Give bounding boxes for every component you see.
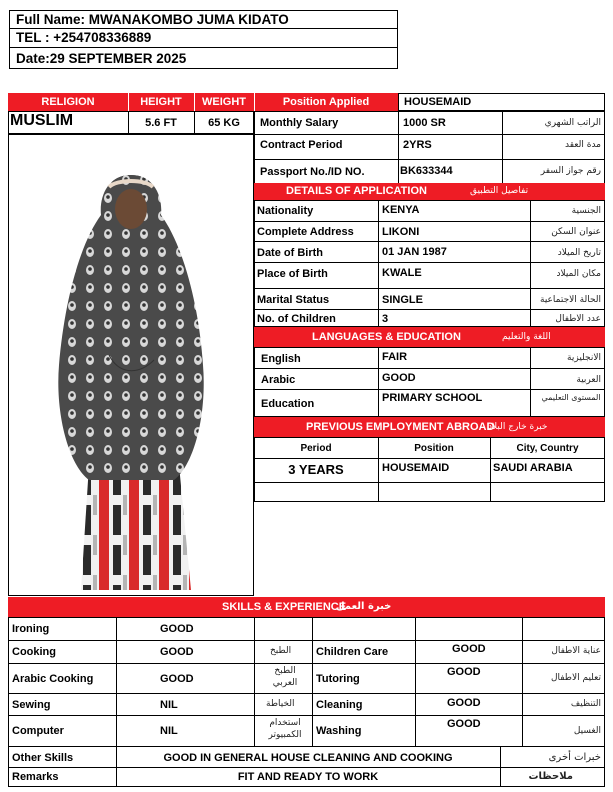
employment-city-value: SAUDI ARABIA bbox=[493, 462, 573, 474]
nationality-label: Nationality bbox=[257, 205, 314, 217]
passport-value: BK633344 bbox=[400, 165, 453, 177]
employment-header bbox=[254, 417, 605, 437]
date: Date:29 SEPTEMBER 2025 bbox=[16, 51, 187, 66]
education-arabic: المستوى التعليمي bbox=[541, 393, 601, 402]
skill-cooking-value: GOOD bbox=[160, 646, 194, 658]
english-label: English bbox=[261, 353, 301, 365]
skill-computer-label: Computer bbox=[12, 725, 64, 737]
skill-washing-value: GOOD bbox=[447, 718, 481, 730]
children-label: No. of Children bbox=[257, 313, 336, 325]
skill-sewing-arabic: الخياطة bbox=[266, 699, 295, 709]
weight-value: 65 KG bbox=[208, 117, 240, 129]
children-arabic: عدد الاطفال bbox=[555, 314, 601, 324]
skill-children-care-label: Children Care bbox=[316, 646, 389, 658]
salary-arabic: الراتب الشهري bbox=[544, 118, 601, 128]
english-arabic: الانجليزية bbox=[567, 353, 601, 363]
other-skills-value: GOOD IN GENERAL HOUSE CLEANING AND COOKING bbox=[163, 752, 453, 764]
remarks-arabic: ملاحظات bbox=[528, 771, 573, 782]
skills-header bbox=[8, 597, 605, 617]
skill-children-care-value: GOOD bbox=[452, 643, 486, 655]
religion-value: MUSLIM bbox=[10, 112, 74, 129]
languages-title-arabic: اللغة والتعليم bbox=[502, 332, 551, 342]
employment-col-position: Position bbox=[414, 443, 454, 454]
salary-label: Monthly Salary bbox=[260, 117, 339, 129]
salary-value: 1000 SR bbox=[403, 117, 446, 129]
application-table bbox=[254, 200, 605, 327]
photo-frame bbox=[8, 134, 254, 596]
skill-sewing-label: Sewing bbox=[12, 699, 51, 711]
weight-label: WEIGHT bbox=[202, 96, 246, 108]
nationality-value: KENYA bbox=[382, 204, 420, 216]
employment-title-arabic: خبرة خارج البلاد bbox=[488, 422, 548, 432]
languages-title: LANGUAGES & EDUCATION bbox=[312, 331, 461, 343]
marital-value: SINGLE bbox=[382, 294, 423, 306]
header-box bbox=[9, 10, 398, 69]
skill-computer-value: NIL bbox=[160, 725, 178, 737]
address-value: LIKONI bbox=[382, 226, 420, 238]
dob-value: 01 JAN 1987 bbox=[382, 246, 447, 258]
skill-tutoring-label: Tutoring bbox=[316, 673, 360, 685]
skill-tutoring-arabic: تعليم الاطفال bbox=[550, 673, 601, 683]
pob-value: KWALE bbox=[382, 267, 422, 279]
arabic-label: Arabic bbox=[261, 374, 296, 386]
skill-computer-arabic: استخدام الكمبيوتر bbox=[268, 718, 302, 740]
arabic-arabic: العربية bbox=[576, 375, 601, 385]
applicant-photo bbox=[9, 135, 253, 595]
employment-col-city: City, Country bbox=[516, 443, 579, 454]
full-name: Full Name: MWANAKOMBO JUMA KIDATO bbox=[16, 12, 289, 27]
passport-label: Passport No./ID NO. bbox=[260, 166, 365, 178]
skill-children-care-arabic: عناية الاطفال bbox=[551, 646, 601, 656]
skill-washing-label: Washing bbox=[316, 725, 362, 737]
position-value: HOUSEMAID bbox=[404, 96, 472, 108]
skill-ironing-value: GOOD bbox=[160, 623, 194, 635]
dob-label: Date of Birth bbox=[257, 247, 323, 259]
contract-period-arabic: مدة العقد bbox=[565, 140, 601, 150]
application-title: DETAILS OF APPLICATION bbox=[286, 185, 427, 197]
languages-header bbox=[254, 327, 605, 347]
employment-position-value: HOUSEMAID bbox=[382, 462, 450, 474]
application-title-arabic: تفاصيل التطبيق bbox=[470, 186, 529, 196]
other-skills-arabic: خبرات أخرى bbox=[548, 752, 601, 763]
address-arabic: عنوان السكن bbox=[551, 227, 601, 237]
pob-label: Place of Birth bbox=[257, 268, 328, 280]
skill-arabic-cooking-value: GOOD bbox=[160, 673, 194, 685]
nationality-arabic: الجنسية bbox=[571, 206, 601, 216]
height-label: HEIGHT bbox=[140, 96, 182, 108]
telephone: TEL : +254708336889 bbox=[16, 30, 152, 45]
employment-col-period: Period bbox=[300, 443, 332, 454]
position-applied-label: Position Applied bbox=[282, 96, 370, 108]
religion-label: RELIGION bbox=[41, 96, 95, 108]
marital-arabic: الحالة الاجتماعية bbox=[540, 295, 601, 305]
skills-title: SKILLS & EXPERIENCE bbox=[222, 601, 347, 613]
skill-cleaning-arabic: التنظيف bbox=[570, 699, 601, 709]
skill-cleaning-value: GOOD bbox=[447, 697, 481, 709]
dob-arabic: تاريخ الميلاد bbox=[557, 248, 601, 258]
contract-period-label: Contract Period bbox=[260, 139, 343, 151]
marital-label: Marital Status bbox=[257, 294, 330, 306]
other-skills-label: Other Skills bbox=[12, 752, 74, 764]
arabic-value: GOOD bbox=[382, 372, 416, 384]
skill-arabic-cooking-arabic: الطبخ العربي bbox=[272, 666, 298, 688]
height-value: 5.6 FT bbox=[145, 117, 177, 129]
skill-tutoring-value: GOOD bbox=[447, 666, 481, 678]
skill-arabic-cooking-label: Arabic Cooking bbox=[12, 673, 94, 685]
pob-arabic: مكان الميلاد bbox=[556, 269, 601, 279]
skill-ironing-label: Ironing bbox=[12, 623, 50, 635]
employment-title: PREVIOUS EMPLOYMENT ABROAD bbox=[306, 421, 495, 433]
remarks-value: FIT AND READY TO WORK bbox=[237, 771, 379, 783]
address-label: Complete Address bbox=[257, 226, 354, 238]
employment-period-value: 3 YEARS bbox=[288, 462, 344, 477]
education-label: Education bbox=[261, 398, 315, 410]
skill-cooking-arabic: الطبخ bbox=[270, 646, 292, 656]
application-header bbox=[254, 183, 605, 200]
contract-period-value: 2YRS bbox=[403, 139, 432, 151]
children-value: 3 bbox=[382, 313, 389, 325]
passport-arabic: رقم جواز السفر bbox=[540, 166, 601, 176]
skill-washing-arabic: الغسيل bbox=[573, 726, 601, 736]
skill-cooking-label: Cooking bbox=[12, 646, 56, 658]
skill-sewing-value: NIL bbox=[160, 699, 178, 711]
education-value: PRIMARY SCHOOL bbox=[382, 392, 483, 404]
remarks-label: Remarks bbox=[12, 771, 59, 783]
skills-title-arabic: خبرة العمل bbox=[336, 601, 392, 612]
english-value: FAIR bbox=[382, 351, 408, 363]
skill-cleaning-label: Cleaning bbox=[316, 699, 363, 711]
